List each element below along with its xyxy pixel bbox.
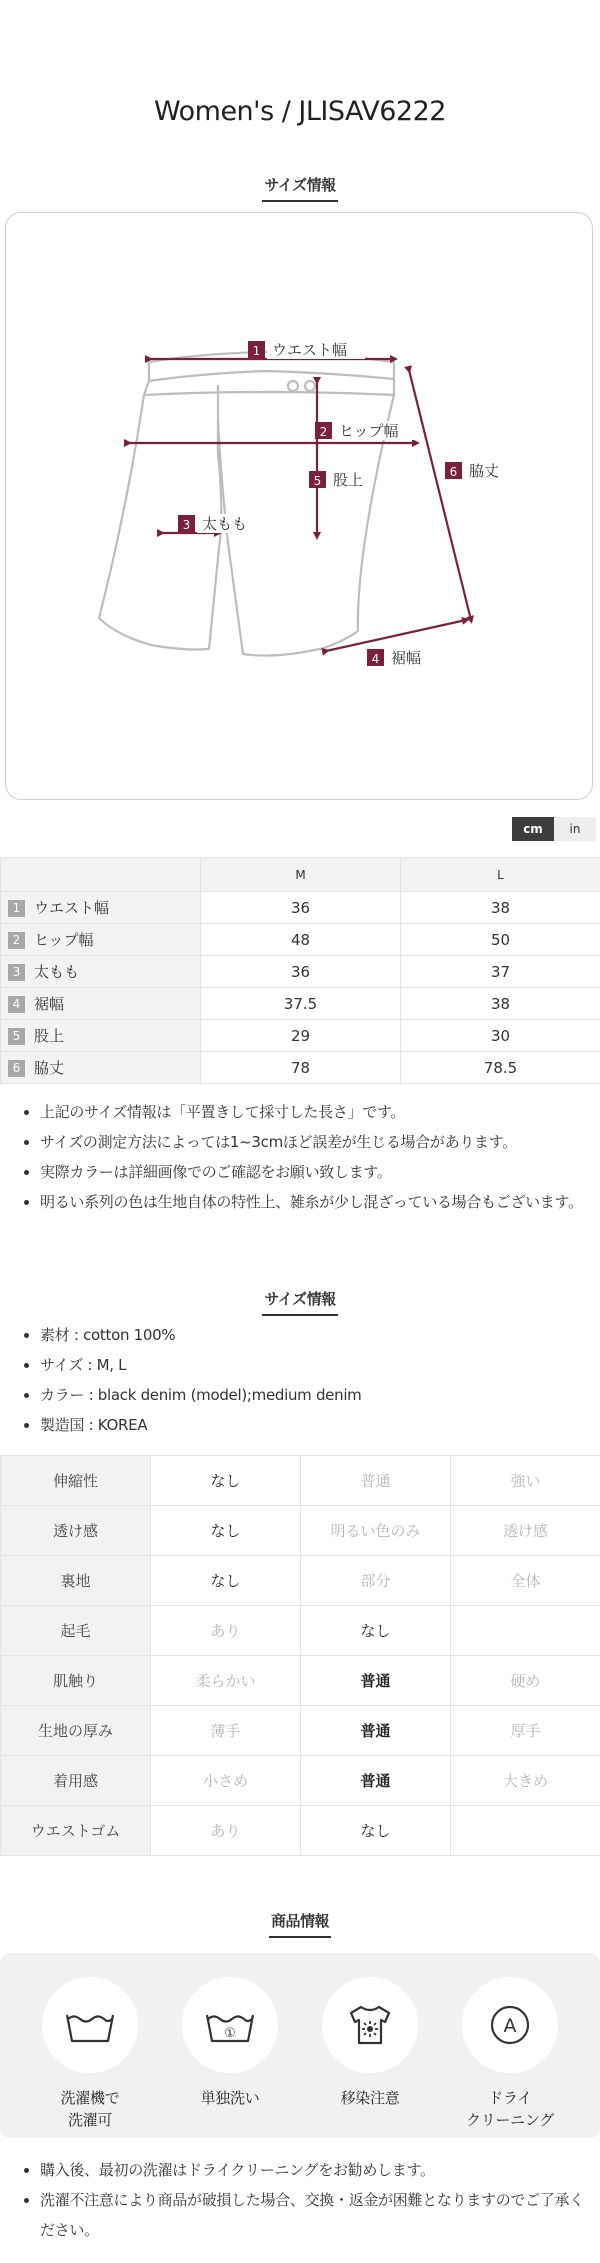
row-label [1, 892, 201, 924]
wash-separately-icon [204, 2005, 256, 2045]
care-item-dry-clean [460, 1977, 560, 2131]
fabric-attribute-label: 伸縮性 [1, 1456, 151, 1506]
table-row [1, 1756, 600, 1806]
fabric-option-cell: 普通 [301, 1706, 451, 1756]
table-row [1, 1052, 600, 1084]
fabric-option-cell: 硬め [451, 1656, 600, 1706]
fabric-option-cell: なし [301, 1806, 451, 1856]
table-row [1, 1020, 600, 1052]
fabric-attribute-label: 裏地 [1, 1556, 151, 1606]
diagram-label-outseam-text: 脇丈 [469, 462, 500, 480]
diagram-label-hem-num: 4 [371, 652, 380, 666]
table-row [1, 1806, 600, 1856]
row-number-badge: 3 [8, 964, 25, 981]
fabric-option-cell: 透け感 [451, 1506, 600, 1556]
fabric-option-cell: あり [151, 1806, 301, 1856]
fabric-option-cell: 普通 [301, 1756, 451, 1806]
unit-toggle [512, 817, 596, 841]
fabric-table [0, 1455, 600, 1856]
list-item: 明るい系列の色は生地自体の特性上、雑糸が少し混ざっている場合もございます。 [14, 1187, 588, 1217]
row-label-text: ヒップ幅 [34, 931, 94, 949]
cell-l: 37 [401, 956, 600, 988]
table-row [1, 1706, 600, 1756]
diagram-label-waist-text: ウエスト幅 [272, 341, 348, 359]
fabric-option-cell: なし [151, 1556, 301, 1606]
diagram-label-hip-text: ヒップ幅 [339, 422, 399, 440]
table-row [1, 892, 600, 924]
fabric-option-cell [451, 1806, 600, 1856]
fabric-attribute-label: 生地の厚み [1, 1706, 151, 1756]
list-item: カラー : black denim (model);medium denim [14, 1380, 588, 1410]
care-icon-circle [42, 1977, 138, 2073]
table-row [1, 924, 600, 956]
fabric-option-cell: 全体 [451, 1556, 600, 1606]
color-transfer-icon [347, 2003, 393, 2047]
fabric-attribute-label: ウエストゴム [1, 1806, 151, 1856]
fabric-option-cell: 柔らかい [151, 1656, 301, 1706]
fabric-option-cell: なし [301, 1606, 451, 1656]
care-label-line1: 単独洗い [200, 2089, 260, 2107]
wash-separately-symbol: ① [224, 2026, 236, 2041]
care-label-line1: ドライ [488, 2089, 532, 2107]
care-label-line2: クリーニング [466, 2111, 554, 2129]
diagram-label-hem-text: 裾幅 [391, 649, 422, 667]
diagram-label-waist-num: 1 [252, 344, 261, 358]
care-label-line1: 洗濯機で [60, 2089, 120, 2107]
cell-m: 36 [201, 956, 401, 988]
row-label-text: 脇丈 [34, 1059, 65, 1077]
diagram-labels [178, 340, 509, 667]
diagram-label-thigh-text: 太もも [202, 515, 248, 533]
diagram-label-rise-num: 5 [313, 474, 322, 488]
care-item-machine-wash [40, 1977, 140, 2131]
fabric-option-cell: なし [151, 1456, 301, 1506]
row-label [1, 1052, 201, 1084]
dry-clean-icon [488, 2003, 532, 2047]
list-item: 製造国 : KOREA [14, 1410, 588, 1440]
product-info-heading [0, 1910, 600, 1938]
care-icon-circle [322, 1977, 418, 2073]
size-table [0, 857, 600, 1084]
spec-heading-text: サイズ情報 [262, 1288, 337, 1316]
list-item: 洗濯不注意により商品が破損した場合、交換・返金が困難となりますのでご了承ください。 [14, 2185, 588, 2245]
cell-m: 37.5 [201, 988, 401, 1020]
diagram-label-outseam [445, 461, 509, 480]
cell-l: 50 [401, 924, 600, 956]
table-row [1, 988, 600, 1020]
table-row [1, 1556, 600, 1606]
cell-m: 36 [201, 892, 401, 924]
fabric-option-cell: 強い [451, 1456, 600, 1506]
unit-cm-button[interactable]: cm [512, 817, 554, 841]
fabric-option-cell: 普通 [301, 1456, 451, 1506]
product-notes-list [14, 2155, 588, 2245]
diagram-label-hip-num: 2 [319, 425, 328, 439]
fabric-option-cell: なし [151, 1506, 301, 1556]
care-label [180, 2087, 280, 2109]
size-info-heading [0, 174, 600, 202]
table-row [1, 1656, 600, 1706]
spec-list [14, 1320, 588, 1440]
care-label [40, 2087, 140, 2131]
page-title: Women's / JLISAV6222 [154, 96, 446, 127]
row-label [1, 1020, 201, 1052]
list-item: 購入後、最初の洗濯はドライクリーニングをお勧めします。 [14, 2155, 588, 2185]
fabric-attribute-label: 肌触り [1, 1656, 151, 1706]
diagram-label-rise [309, 470, 373, 489]
care-icon-circle [182, 1977, 278, 2073]
cell-m: 29 [201, 1020, 401, 1052]
care-icon-circle [462, 1977, 558, 2073]
fabric-option-cell: 小さめ [151, 1756, 301, 1806]
size-table-header-m: M [201, 858, 401, 892]
spec-heading [0, 1288, 600, 1316]
list-item: 上記のサイズ情報は「平置きして採寸した長さ」です。 [14, 1097, 588, 1127]
table-row [1, 1606, 600, 1656]
care-label [460, 2087, 560, 2131]
fabric-option-cell [451, 1606, 600, 1656]
fabric-attribute-label: 透け感 [1, 1506, 151, 1556]
care-label-line1: 移染注意 [340, 2089, 400, 2107]
diagram-label-outseam-num: 6 [449, 465, 458, 479]
table-row [1, 1506, 600, 1556]
row-label-text: 太もも [34, 963, 80, 981]
row-number-badge: 1 [8, 900, 25, 917]
fabric-option-cell: 厚手 [451, 1706, 600, 1756]
cell-l: 78.5 [401, 1052, 600, 1084]
row-label [1, 988, 201, 1020]
fabric-option-cell: 大きめ [451, 1756, 600, 1806]
row-label-text: ウエスト幅 [34, 899, 110, 917]
fabric-option-cell: 部分 [301, 1556, 451, 1606]
cell-l: 38 [401, 988, 600, 1020]
cell-m: 48 [201, 924, 401, 956]
fabric-attribute-label: 起毛 [1, 1606, 151, 1656]
size-diagram [5, 212, 593, 800]
row-label [1, 956, 201, 988]
list-item: サイズ : M, L [14, 1350, 588, 1380]
diagram-label-hem [367, 648, 431, 667]
table-row [1, 956, 600, 988]
shorts-outline [99, 352, 394, 656]
care-instructions [0, 1953, 600, 2138]
table-row [1, 1456, 600, 1506]
diagram-label-thigh-num: 3 [182, 518, 191, 532]
care-label [320, 2087, 420, 2109]
machine-wash-icon [64, 2005, 116, 2045]
row-number-badge: 6 [8, 1060, 25, 1077]
size-notes-list [14, 1097, 588, 1217]
row-label-text: 裾幅 [34, 995, 65, 1013]
unit-in-button[interactable]: in [554, 817, 596, 841]
row-number-badge: 2 [8, 932, 25, 949]
cell-m: 78 [201, 1052, 401, 1084]
row-number-badge: 4 [8, 996, 25, 1013]
dry-clean-symbol: A [503, 2015, 517, 2037]
list-item: サイズの測定方法によっては1~3cmほど誤差が生じる場合があります。 [14, 1127, 588, 1157]
cell-l: 30 [401, 1020, 600, 1052]
size-table-header-blank [1, 858, 201, 892]
row-label-text: 股上 [34, 1027, 65, 1045]
cell-l: 38 [401, 892, 600, 924]
diagram-label-rise-text: 股上 [333, 471, 364, 489]
diagram-label-hip [315, 421, 414, 440]
care-label-line2: 洗濯可 [67, 2111, 113, 2129]
care-item-wash-separately [180, 1977, 280, 2109]
list-item: 実際カラーは詳細画像でのご確認をお願い致します。 [14, 1157, 588, 1187]
fabric-option-cell: 普通 [301, 1656, 451, 1706]
shorts-diagram-svg [6, 213, 594, 801]
row-number-badge: 5 [8, 1028, 25, 1045]
size-info-heading-text: サイズ情報 [262, 174, 337, 202]
measure-lines [128, 359, 471, 651]
care-item-color-transfer [320, 1977, 420, 2109]
diagram-label-thigh [178, 514, 257, 533]
fabric-option-cell: 明るい色のみ [301, 1506, 451, 1556]
size-table-header-l: L [401, 858, 600, 892]
row-label [1, 924, 201, 956]
size-table-header [1, 858, 600, 892]
list-item: 素材 : cotton 100% [14, 1320, 588, 1350]
fabric-option-cell: あり [151, 1606, 301, 1656]
fabric-attribute-label: 着用感 [1, 1756, 151, 1806]
fabric-option-cell: 薄手 [151, 1706, 301, 1756]
product-info-heading-text: 商品情報 [269, 1910, 331, 1938]
